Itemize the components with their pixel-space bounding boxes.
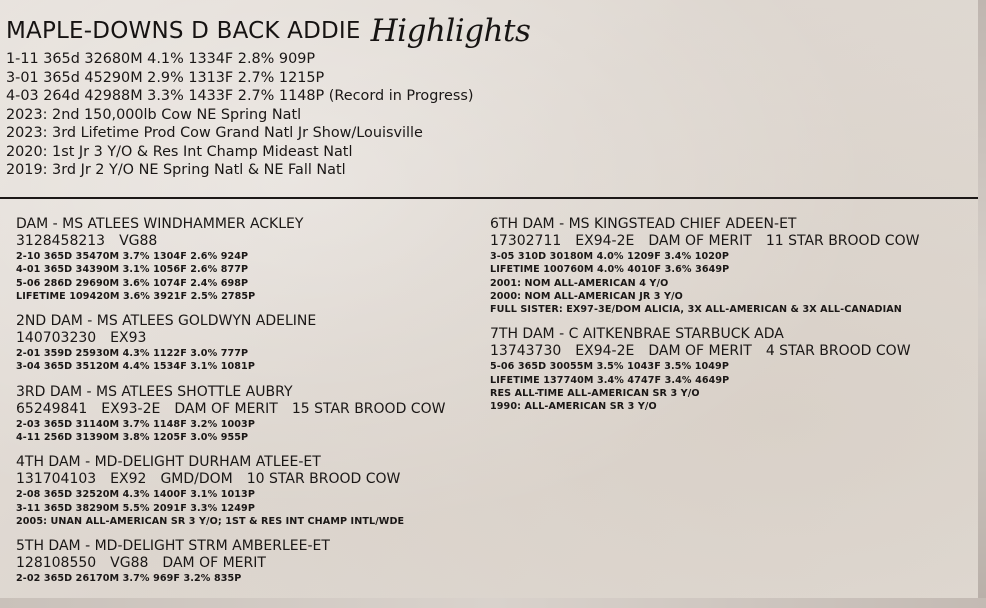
dam-record: 5-06 286D 29690M 3.6% 1074F 2.4% 698P	[16, 277, 249, 289]
dam-meta-item: DAM OF MERIT	[162, 555, 266, 572]
highlights-header	[6, 10, 966, 180]
dam-block	[16, 384, 486, 445]
dam-meta-item: 140703230	[16, 330, 97, 347]
dam-record: LIFETIME 100760M 4.0% 4010F 3.6% 3649P	[490, 264, 730, 276]
dam-record: 2005: UNAN ALL-AMERICAN SR 3 Y/O; 1ST & RES INT CHAMP INTL/WDE	[16, 515, 405, 527]
dam-record: 3-05 310D 30180M 4.0% 1209F 3.4% 1020P	[490, 251, 729, 262]
dam-meta-item: EX92	[110, 471, 147, 488]
highlight-line: 1-11 365d 32680M 4.1% 1334F 2.8% 909P	[6, 51, 316, 67]
dam-name: 4TH DAM - MD-DELIGHT DURHAM ATLEE-ET	[16, 454, 321, 471]
dam-meta	[16, 330, 486, 347]
dam-meta-item: 128108550	[16, 555, 97, 572]
highlight-line: 2020: 1st Jr 3 Y/O & Res Int Champ Mideast Natl	[6, 143, 353, 160]
dam-name: 2ND DAM - MS ATLEES GOLDWYN ADELINE	[16, 313, 317, 330]
highlight-line: 2023: 2nd 150,000lb Cow NE Spring Natl	[6, 106, 302, 123]
dam-name: DAM - MS ATLEES WINDHAMMER ACKLEY	[16, 216, 304, 232]
dam-record: 4-01 365D 34390M 3.1% 1056F 2.6% 877P	[16, 264, 249, 276]
dam-record: 2-10 365D 35470M 3.7% 1304F 2.6% 924P	[16, 251, 249, 262]
dam-block	[490, 216, 970, 316]
dam-meta	[16, 555, 486, 572]
dam-record: LIFETIME 137740M 3.4% 4747F 3.4% 4649P	[490, 374, 730, 386]
dam-block	[16, 538, 486, 585]
dams-right-column	[490, 216, 970, 424]
dam-meta-item: 15 STAR BROOD COW	[291, 400, 446, 417]
dam-record: 2-03 365D 31140M 3.7% 1148F 3.2% 1003P	[16, 418, 255, 430]
dam-record: 2001: NOM ALL-AMERICAN 4 Y/O	[490, 277, 669, 289]
highlight-line: 2023: 3rd Lifetime Prod Cow Grand Natl Jr Show/Louisville	[6, 125, 423, 141]
dam-name: 3RD DAM - MS ATLEES SHOTTLE AUBRY	[16, 383, 293, 400]
dam-meta-item: DAM OF MERIT	[174, 400, 278, 417]
dam-record: 3-04 365D 35120M 4.4% 1534F 3.1% 1081P	[16, 361, 255, 373]
dam-meta-item: 10 STAR BROOD COW	[246, 471, 401, 488]
dam-record: 5-06 365D 30055M 3.5% 1043F 3.5% 1049P	[490, 361, 729, 373]
dam-record: 3-11 365D 38290M 5.5% 2091F 3.3% 1249P	[16, 502, 255, 514]
dam-meta-item: DAM OF MERIT	[648, 343, 752, 360]
highlight-lines	[6, 50, 966, 180]
dam-meta	[16, 471, 486, 488]
dam-block	[16, 216, 486, 303]
highlights-script: Highlights	[370, 13, 531, 49]
dam-block	[16, 454, 486, 528]
frame-edge-bottom	[0, 598, 986, 608]
dam-meta-item: 11 STAR BROOD COW	[765, 233, 920, 249]
dam-record: 2-02 365D 26170M 3.7% 969F 3.2% 835P	[16, 573, 242, 585]
dam-name: 7TH DAM - C AITKENBRAE STARBUCK ADA	[490, 326, 784, 343]
dam-name: 5TH DAM - MD-DELIGHT STRM AMBERLEE-ET	[16, 538, 330, 555]
dam-meta-item: 4 STAR BROOD COW	[765, 343, 911, 360]
dam-record: LIFETIME 109420M 3.6% 3921F 2.5% 2785P	[16, 290, 256, 302]
dam-meta-item: 65249841	[16, 400, 88, 417]
dam-meta-item: 13743730	[490, 343, 562, 360]
dam-meta-item: 3128458213	[16, 233, 106, 249]
dam-meta-item: VG88	[110, 555, 149, 572]
cow-title: MAPLE-DOWNS D BACK ADDIE	[6, 18, 361, 44]
dams-left-column	[16, 216, 486, 596]
section-divider	[0, 197, 978, 199]
dam-meta-item: EX93-2E	[101, 400, 161, 417]
dam-meta-item: EX94-2E	[575, 233, 635, 249]
highlight-line: 3-01 365d 45290M 2.9% 1313F 2.7% 1215P	[6, 69, 325, 86]
dam-meta-item: 131704103	[16, 471, 97, 488]
dam-meta	[16, 233, 486, 250]
dam-name: 6TH DAM - MS KINGSTEAD CHIEF ADEEN-ET	[490, 216, 797, 232]
frame-edge-right	[978, 0, 986, 608]
dam-record: 2000: NOM ALL-AMERICAN JR 3 Y/O	[490, 290, 683, 302]
dam-record: FULL SISTER: EX97-3E/DOM ALICIA, 3X ALL-AMERICAN & 3X ALL-CANADIAN	[490, 304, 902, 316]
dam-record: RES ALL-TIME ALL-AMERICAN SR 3 Y/O	[490, 388, 700, 400]
dam-block	[490, 326, 970, 413]
dam-record: 2-01 359D 25930M 4.3% 1122F 3.0% 777P	[16, 348, 249, 360]
title-row	[6, 10, 966, 49]
highlight-line: 2019: 3rd Jr 2 Y/O NE Spring Natl & NE Fall Natl	[6, 162, 346, 178]
dam-record: 1990: ALL-AMERICAN SR 3 Y/O	[490, 401, 657, 413]
dam-meta-item: 17302711	[490, 233, 562, 249]
dam-record: 4-11 256D 31390M 3.8% 1205F 3.0% 955P	[16, 432, 249, 444]
dam-record: 2-08 365D 32520M 4.3% 1400F 3.1% 1013P	[16, 489, 255, 501]
dam-meta	[490, 233, 970, 250]
dam-block	[16, 313, 486, 374]
dam-meta-item: EX94-2E	[575, 343, 635, 360]
highlight-line: 4-03 264d 42988M 3.3% 1433F 2.7% 1148P (Record in Progress)	[6, 88, 474, 104]
dam-meta-item: VG88	[119, 233, 158, 249]
dam-meta-item: DAM OF MERIT	[648, 233, 752, 249]
dam-meta	[490, 343, 970, 360]
dam-meta	[16, 401, 486, 418]
dam-meta-item: EX93	[110, 330, 147, 347]
dam-meta-item: GMD/DOM	[160, 471, 233, 488]
